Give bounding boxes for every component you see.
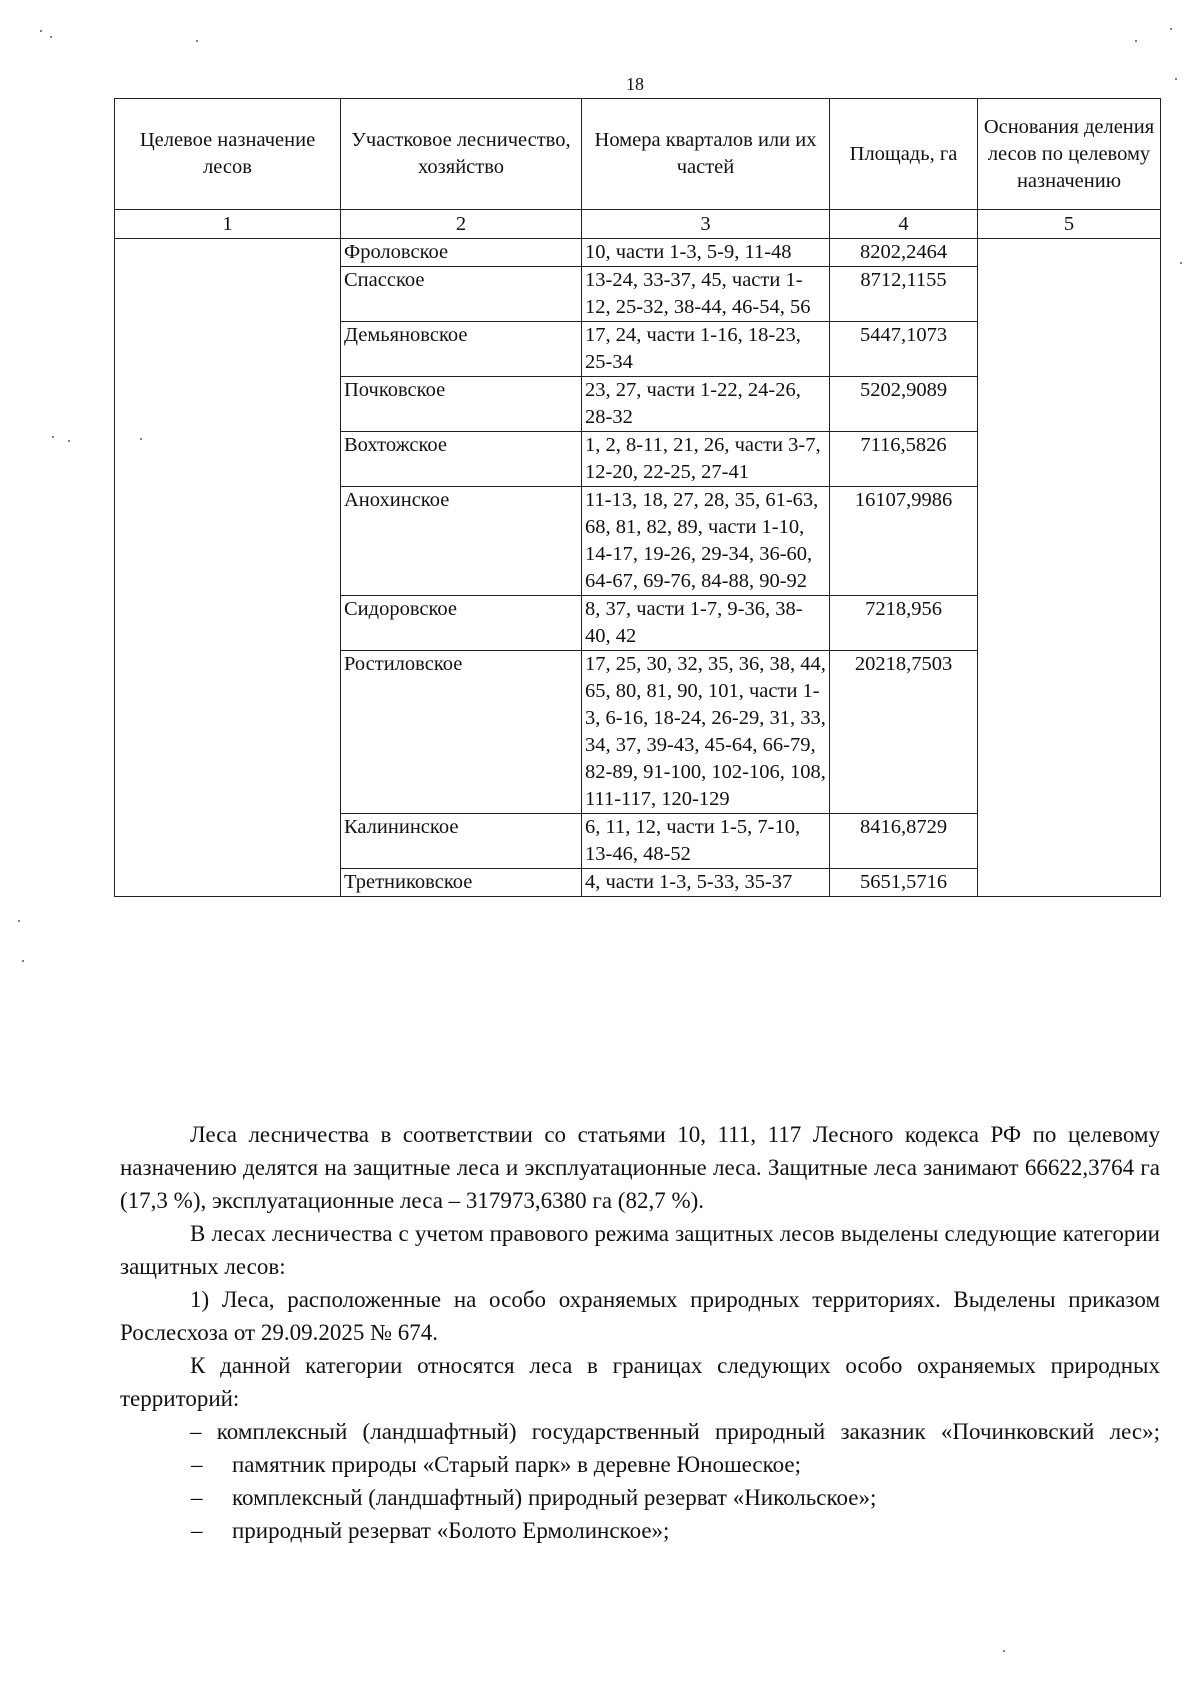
header-purpose: Целевое назначение лесов xyxy=(115,99,341,210)
list-item-text: памятник природы «Старый парк» в деревне Юношеское; xyxy=(232,1452,802,1477)
area-value: 20218,7503 xyxy=(830,651,978,814)
quarter-numbers: 11-13, 18, 27, 28, 35, 61-63, 68, 81, 82, 89, части 1-10, 14-17, 19-26, 29-34, 36-60, 64-67, 69-76, 84-88, 90-92 xyxy=(582,487,830,596)
area-value: 16107,9986 xyxy=(830,487,978,596)
area-value: 5447,1073 xyxy=(830,322,978,377)
scan-speck xyxy=(1170,28,1172,30)
list-dash: – xyxy=(191,1485,203,1510)
list-item-text: комплексный (ландшафтный) государственный природный заказник «Починковский лес»; xyxy=(216,1419,1160,1444)
forestry-name: Спасское xyxy=(341,267,582,322)
column-number: 1 xyxy=(115,210,341,239)
list-dash: – xyxy=(190,1419,217,1444)
scan-speck xyxy=(196,40,198,42)
column-number-row xyxy=(115,210,1161,239)
column-number: 2 xyxy=(341,210,582,239)
paragraph-category-territories: К данной категории относятся леса в границах следующих особо охраняемых природных территорий: xyxy=(120,1353,1160,1411)
scan-speck xyxy=(18,920,20,922)
purpose-cell xyxy=(115,239,341,897)
scan-speck xyxy=(40,30,42,32)
forestry-name: Почковское xyxy=(341,377,582,432)
header-basis: Основания деления лесов по целевому назначению xyxy=(978,99,1161,210)
table-header-row xyxy=(115,99,1161,210)
quarter-numbers: 17, 25, 30, 32, 35, 36, 38, 44, 65, 80, 81, 90, 101, части 1-3, 6-16, 18-24, 26-29, 31, 33, 34, 37, 39-43, 45-64, 66-79, 82-89, 91-100, 102-106, 108, 111-117, 120-129 xyxy=(582,651,830,814)
body-text xyxy=(120,1118,1160,1547)
paragraph-forest-division: Леса лесничества в соответствии со статьями 10, 111, 117 Лесного кодекса РФ по целевому назначению делятся на защитные леса и эксплуатационные леса. Защитные леса занимают 66622,3764 га (17,3 %), эксплуатационные леса – 317973,6380 га (82,7 %). xyxy=(120,1122,1160,1213)
scan-speck xyxy=(1003,1650,1005,1652)
forestry-name: Демьяновское xyxy=(341,322,582,377)
scan-speck xyxy=(52,436,54,438)
area-value: 7116,5826 xyxy=(830,432,978,487)
area-value: 5651,5716 xyxy=(830,869,978,897)
list-item-text: комплексный (ландшафтный) природный резерват «Никольское»; xyxy=(232,1485,877,1510)
list-item xyxy=(120,1514,1160,1547)
forestry-name: Сидоровское xyxy=(341,596,582,651)
quarter-numbers: 10, части 1-3, 5-9, 11-48 xyxy=(582,239,830,267)
list-item xyxy=(120,1415,1160,1448)
scan-speck xyxy=(22,960,24,962)
forest-purpose-table xyxy=(114,98,1161,897)
list-dash: – xyxy=(191,1452,203,1477)
forestry-name: Фроловское xyxy=(341,239,582,267)
quarter-numbers: 13-24, 33-37, 45, части 1-12, 25-32, 38-44, 46-54, 56 xyxy=(582,267,830,322)
list-item xyxy=(120,1448,1160,1481)
paragraph-category-1: 1) Леса, расположенные на особо охраняемых природных территориях. Выделены приказом Рослесхоза от 29.09.2025 № 674. xyxy=(120,1287,1160,1345)
area-value: 7218,956 xyxy=(830,596,978,651)
header-quarters: Номера кварталов или их частей xyxy=(582,99,830,210)
quarter-numbers: 4, части 1-3, 5-33, 35-37 xyxy=(582,869,830,897)
list-item-text: природный резерват «Болото Ермолинское»; xyxy=(232,1518,670,1543)
list-item xyxy=(120,1481,1160,1514)
area-value: 8202,2464 xyxy=(830,239,978,267)
forestry-name: Калининское xyxy=(341,814,582,869)
forestry-name: Анохинское xyxy=(341,487,582,596)
column-number: 4 xyxy=(830,210,978,239)
scan-speck xyxy=(1135,40,1137,42)
quarter-numbers: 6, 11, 12, части 1-5, 7-10, 13-46, 48-52 xyxy=(582,814,830,869)
area-value: 8416,8729 xyxy=(830,814,978,869)
header-area: Площадь, га xyxy=(830,99,978,210)
table-row xyxy=(115,239,1161,267)
area-value: 8712,1155 xyxy=(830,267,978,322)
area-value: 5202,9089 xyxy=(830,377,978,432)
quarter-numbers: 1, 2, 8-11, 21, 26, части 3-7, 12-20, 22-25, 27-41 xyxy=(582,432,830,487)
quarter-numbers: 23, 27, части 1-22, 24-26, 28-32 xyxy=(582,377,830,432)
forestry-name: Ростиловское xyxy=(341,651,582,814)
column-number: 5 xyxy=(978,210,1161,239)
forestry-name: Вохтожское xyxy=(341,432,582,487)
quarter-numbers: 8, 37, части 1-7, 9-36, 38-40, 42 xyxy=(582,596,830,651)
quarter-numbers: 17, 24, части 1-16, 18-23, 25-34 xyxy=(582,322,830,377)
page-number: 18 xyxy=(626,74,644,94)
scan-speck xyxy=(1180,262,1182,264)
scan-speck xyxy=(50,36,52,38)
header-forestry: Участковое лесничество, хозяйство xyxy=(341,99,582,210)
scan-speck xyxy=(68,440,70,442)
forestry-name: Третниковское xyxy=(341,869,582,897)
basis-cell xyxy=(978,239,1161,897)
column-number: 3 xyxy=(582,210,830,239)
list-dash: – xyxy=(191,1518,203,1543)
paragraph-protective-categories: В лесах лесничества с учетом правового режима защитных лесов выделены следующие категории защитных лесов: xyxy=(120,1221,1160,1279)
